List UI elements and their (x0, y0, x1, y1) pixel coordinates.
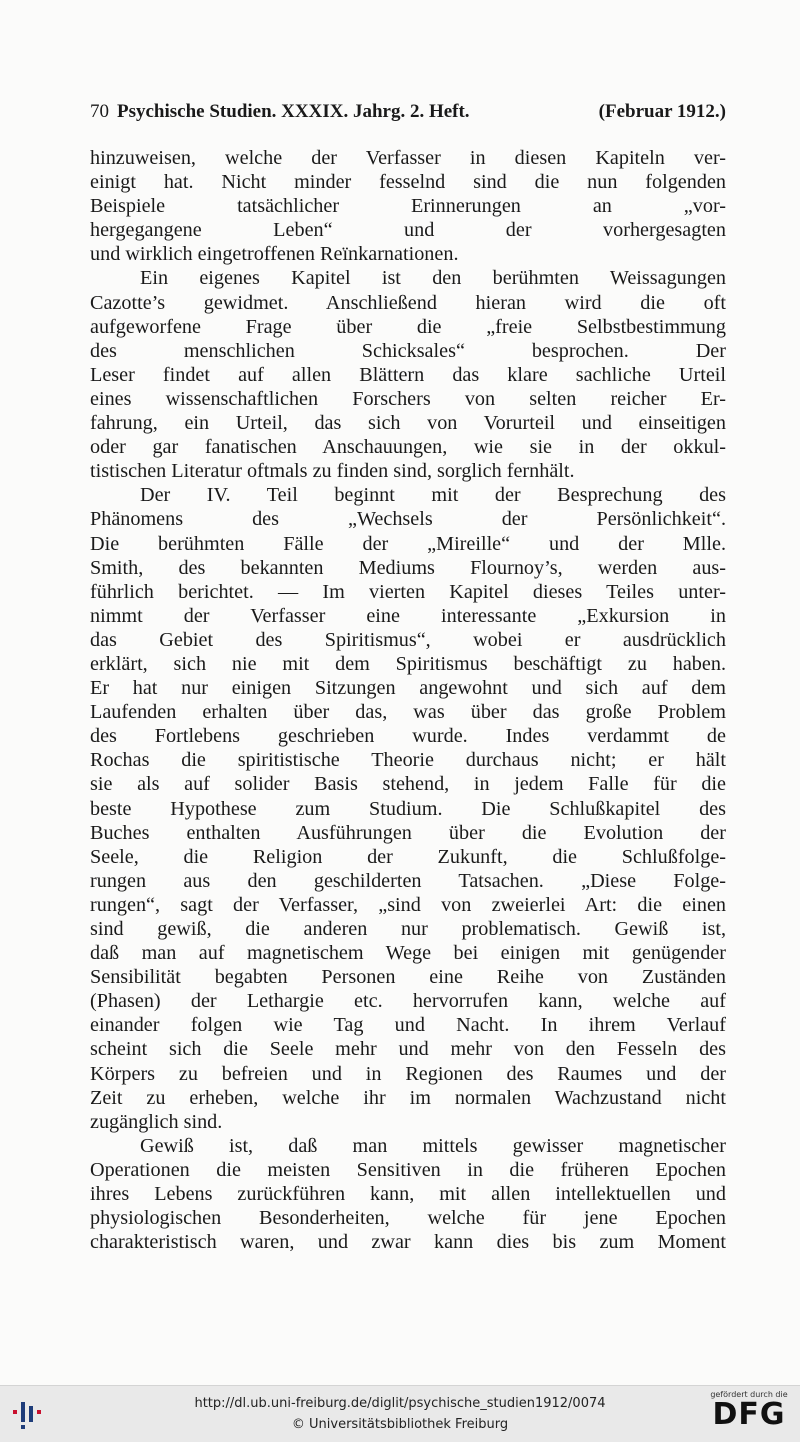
running-header (90, 101, 726, 123)
text-line: Beispiele tatsächlicher Erinnerungen an „vor- (90, 195, 726, 218)
text-line: eines wissenschaftlichen Forschers von selten reicher Er- (90, 387, 726, 410)
dfg-caption: gefördert durch die (710, 1390, 788, 1399)
text-line: oder gar fanatischen Anschauungen, wie sie in der okkul- (90, 436, 726, 459)
text-line: ihres Lebens zurückführen kann, mit allen intellektuellen und (90, 1183, 726, 1206)
body-text (90, 146, 726, 1254)
text-line: Laufenden erhalten über das, was über das große Problem (90, 701, 726, 724)
dfg-wordmark: DFG (712, 1397, 786, 1432)
issue-date: (Februar 1912.) (598, 101, 726, 122)
text-line: Die berühmten Fälle der „Mireille“ und der Mlle. (90, 532, 726, 555)
text-line: daß man auf magnetischem Wege bei einigen mit genügender (90, 942, 726, 965)
text-line: Cazotte’s gewidmet. Anschließend hieran wird die oft (90, 291, 726, 314)
page-number: 70 (90, 101, 109, 122)
text-line: Buches enthalten Ausführungen über die Evolution der (90, 821, 726, 844)
text-line: führlich berichtet. — Im vierten Kapitel dieses Teiles unter- (90, 580, 726, 603)
text-line: sind gewiß, die anderen nur problematisch. Gewiß ist, (90, 918, 726, 940)
text-line: einigt hat. Nicht minder fesselnd sind die nun folgenden (90, 171, 726, 194)
text-line: tistischen Literatur oftmals zu finden sind, sorglich fernhält. (90, 460, 575, 483)
text-line: zugänglich sind. (90, 1110, 223, 1133)
viewer-footer (0, 1385, 800, 1442)
text-line: (Phasen) der Lethargie etc. hervorrufen kann, welche auf (90, 990, 726, 1013)
permalink-url[interactable]: http://dl.ub.uni-freiburg.de/diglit/psychische_studien1912/0074 (194, 1396, 606, 1411)
text-line: Operationen die meisten Sensitiven in die früheren Epochen (90, 1158, 726, 1181)
text-line: Zeit zu erheben, welche ihr im normalen Wachzustand nicht (90, 1086, 726, 1109)
text-line: rungen“, sagt der Verfasser, „sind von zweierlei Art: die einen (90, 893, 726, 916)
text-line: des menschlichen Schicksales“ besprochen. Der (90, 339, 726, 362)
text-line: nimmt der Verfasser eine interessante „Exkursion in (90, 604, 726, 627)
text-line: Rochas die spiritistische Theorie durchaus nicht; er hält (90, 749, 726, 772)
text-line: erklärt, sich nie mit dem Spiritismus beschäftigt zu haben. (90, 652, 726, 675)
text-line: Gewiß ist, daß man mittels gewisser magnetischer (140, 1134, 726, 1157)
text-line: rungen aus den geschilderten Tatsachen. „Diese Folge- (90, 869, 726, 892)
text-line: Körpers zu befreien und in Regionen des Raumes und der (90, 1062, 726, 1085)
text-line: fahrung, ein Urteil, das sich von Vorurteil und einseitigen (90, 412, 726, 435)
text-line: aufgeworfene Frage über die „freie Selbstbestimmung (90, 315, 726, 338)
text-line: Ein eigenes Kapitel ist den berühmten Weissagungen (140, 267, 726, 290)
text-line: Sensibilität begabten Personen eine Reihe von Zuständen (90, 966, 726, 989)
text-line: charakteristisch waren, und zwar kann dies bis zum Moment (90, 1231, 726, 1254)
text-line: scheint sich die Seele mehr und mehr von den Fesseln des (90, 1038, 726, 1061)
text-line: Der IV. Teil beginnt mit der Besprechung des (140, 484, 726, 507)
text-line: sie als auf solider Basis stehend, in jedem Falle für die (90, 773, 726, 796)
text-line: Er hat nur einigen Sitzungen angewohnt und sich auf dem (90, 677, 726, 700)
dfg-logo (706, 1390, 792, 1431)
text-line: hinzuweisen, welche der Verfasser in diesen Kapiteln ver- (90, 147, 726, 169)
text-line: einander folgen wie Tag und Nacht. In ihrem Verlauf (90, 1014, 726, 1037)
journal-title: Psychische Studien. XXXIX. Jahrg. 2. Heft. (117, 101, 470, 122)
text-line: Leser findet auf allen Blättern das klare sachliche Urteil (90, 363, 726, 386)
text-line: hergegangene Leben“ und der vorhergesagten (90, 219, 726, 242)
text-line: des Fortlebens geschrieben wurde. Indes verdammt de (90, 725, 726, 748)
text-line: Phänomens des „Wechsels der Persönlichkeit“. (90, 508, 726, 531)
text-line: und wirklich eingetroffenen Reïnkarnationen. (90, 243, 459, 266)
text-line: physiologischen Besonderheiten, welche für jene Epochen (90, 1207, 726, 1230)
text-line: das Gebiet des Spiritismus“, wobei er ausdrücklich (90, 628, 726, 651)
copyright-notice: © Universitätsbibliothek Freiburg (291, 1417, 509, 1432)
text-line: beste Hypothese zum Studium. Die Schlußkapitel des (90, 797, 726, 820)
text-line: Seele, die Religion der Zukunft, die Schlußfolge- (90, 845, 726, 868)
text-line: Smith, des bekannten Mediums Flournoy’s, werden aus- (90, 556, 726, 579)
